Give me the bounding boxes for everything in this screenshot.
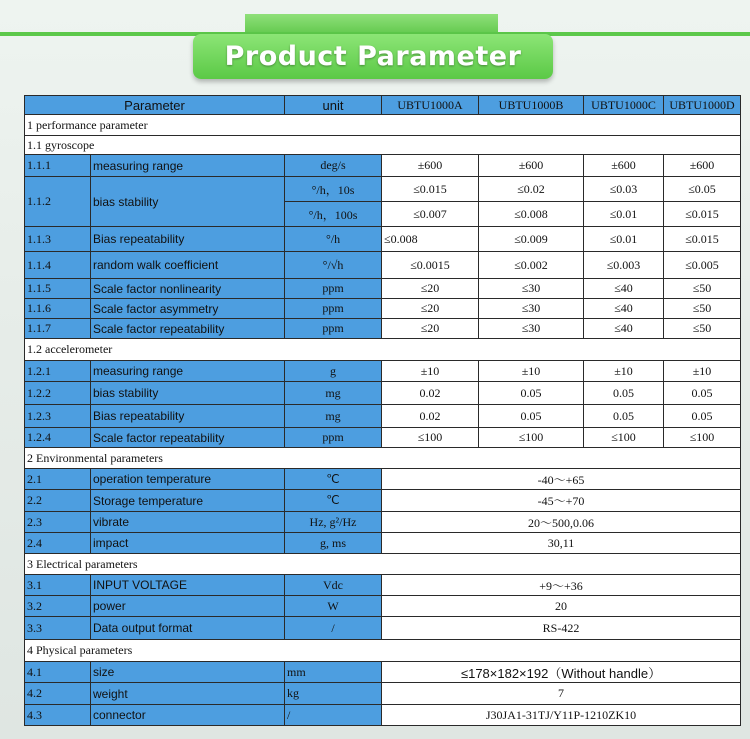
row-value: -45～+70 — [382, 490, 741, 512]
row-value: 0.05 — [479, 405, 584, 428]
row-value: ≤0.002 — [479, 252, 584, 279]
row-value: ≤50 — [664, 319, 741, 339]
row-index: 4.2 — [25, 683, 91, 705]
row-unit: mg — [285, 405, 382, 428]
row-unit: W — [285, 596, 382, 617]
header-model: UBTU1000A — [382, 96, 479, 115]
table-row — [25, 428, 741, 448]
row-index: 1.1.7 — [25, 319, 91, 339]
row-value: ≤178×182×192（Without handle） — [382, 662, 741, 683]
row-index: 1.1.3 — [25, 227, 91, 252]
table-row — [25, 299, 741, 319]
row-value: ≤100 — [382, 428, 479, 448]
table-row — [25, 279, 741, 299]
row-value: ≤20 — [382, 299, 479, 319]
page-title: Product Parameter — [224, 41, 522, 72]
row-value: ≤0.009 — [479, 227, 584, 252]
row-value: 0.05 — [584, 382, 664, 405]
row-value: ≤100 — [479, 428, 584, 448]
section-heading: 1.2 accelerometer — [25, 339, 741, 361]
row-parameter: Scale factor asymmetry — [91, 299, 285, 319]
table-row — [25, 155, 741, 177]
table-row — [25, 319, 741, 339]
row-index: 2.4 — [25, 533, 91, 554]
row-value: 7 — [382, 683, 741, 705]
table-row — [25, 252, 741, 279]
row-parameter: measuring range — [91, 155, 285, 177]
row-parameter: Scale factor repeatability — [91, 319, 285, 339]
section-row — [25, 640, 741, 662]
row-value: ≤40 — [584, 299, 664, 319]
row-unit: °/√h — [285, 252, 382, 279]
row-unit: °/h，100s — [285, 202, 382, 227]
row-parameter: Scale factor nonlinearity — [91, 279, 285, 299]
row-unit: g — [285, 361, 382, 382]
row-value: ≤0.01 — [584, 227, 664, 252]
section-row — [25, 115, 741, 136]
row-parameter: Bias repeatability — [91, 405, 285, 428]
row-unit: / — [285, 705, 382, 726]
row-value: 0.02 — [382, 405, 479, 428]
row-value: 30,11 — [382, 533, 741, 554]
row-index: 2.3 — [25, 512, 91, 533]
row-index: 3.1 — [25, 575, 91, 596]
header-parameter: Parameter — [25, 96, 285, 115]
row-index: 1.2.4 — [25, 428, 91, 448]
section-row — [25, 136, 741, 155]
parameter-table — [24, 95, 741, 726]
row-value: ≤50 — [664, 279, 741, 299]
row-parameter: INPUT VOLTAGE — [91, 575, 285, 596]
row-unit: g, ms — [285, 533, 382, 554]
row-value: 20 — [382, 596, 741, 617]
row-value: 0.05 — [584, 405, 664, 428]
row-index: 4.3 — [25, 705, 91, 726]
table-row — [25, 177, 741, 202]
header-model: UBTU1000B — [479, 96, 584, 115]
row-value: ≤0.007 — [382, 202, 479, 227]
table-row — [25, 533, 741, 554]
row-value: ±10 — [382, 361, 479, 382]
row-unit: deg/s — [285, 155, 382, 177]
row-index: 1.2.2 — [25, 382, 91, 405]
row-unit: mm — [285, 662, 382, 683]
table-row — [25, 382, 741, 405]
row-parameter: weight — [91, 683, 285, 705]
row-value: ≤50 — [664, 299, 741, 319]
row-value: ±600 — [664, 155, 741, 177]
row-index: 1.1.2 — [25, 177, 91, 227]
row-index: 4.1 — [25, 662, 91, 683]
table-row — [25, 361, 741, 382]
row-value: ≤0.008 — [479, 202, 584, 227]
row-value: ≤0.005 — [664, 252, 741, 279]
row-value: 0.05 — [664, 405, 741, 428]
row-value: ≤0.0015 — [382, 252, 479, 279]
row-value: ≤40 — [584, 279, 664, 299]
row-unit: / — [285, 617, 382, 640]
header-unit: unit — [285, 96, 382, 115]
row-value: ≤0.03 — [584, 177, 664, 202]
table-row — [25, 662, 741, 683]
row-value: ±10 — [584, 361, 664, 382]
row-parameter: Data output format — [91, 617, 285, 640]
row-unit: kg — [285, 683, 382, 705]
table-row — [25, 683, 741, 705]
header-tab-decoration — [245, 14, 498, 34]
row-value: ±600 — [584, 155, 664, 177]
row-value: ≤0.015 — [382, 177, 479, 202]
row-value: ≤20 — [382, 279, 479, 299]
table-row — [25, 575, 741, 596]
row-value: ≤20 — [382, 319, 479, 339]
row-unit: Vdc — [285, 575, 382, 596]
row-unit: ppm — [285, 299, 382, 319]
row-value: ≤0.003 — [584, 252, 664, 279]
row-parameter: Storage temperature — [91, 490, 285, 512]
row-parameter: random walk coefficient — [91, 252, 285, 279]
table-row — [25, 705, 741, 726]
row-value: ≤0.015 — [664, 227, 741, 252]
row-unit: °/h，10s — [285, 177, 382, 202]
row-parameter: size — [91, 662, 285, 683]
row-value: 20～500,0.06 — [382, 512, 741, 533]
row-value: ≤0.01 — [584, 202, 664, 227]
row-unit: ppm — [285, 428, 382, 448]
row-value: ≤100 — [584, 428, 664, 448]
section-heading: 3 Electrical parameters — [25, 554, 741, 575]
row-index: 3.2 — [25, 596, 91, 617]
header-model: UBTU1000C — [584, 96, 664, 115]
row-index: 1.1.6 — [25, 299, 91, 319]
row-parameter: Scale factor repeatability — [91, 428, 285, 448]
row-value: ≤0.008 — [382, 227, 479, 252]
row-parameter: operation temperature — [91, 469, 285, 490]
title-banner — [193, 34, 553, 79]
row-index: 2.2 — [25, 490, 91, 512]
row-value: ≤0.05 — [664, 177, 741, 202]
section-heading: 1 performance parameter — [25, 115, 741, 136]
table-row — [25, 227, 741, 252]
row-parameter: impact — [91, 533, 285, 554]
row-value: -40～+65 — [382, 469, 741, 490]
table-row — [25, 405, 741, 428]
row-parameter: Bias repeatability — [91, 227, 285, 252]
table-row — [25, 490, 741, 512]
row-value: ≤0.015 — [664, 202, 741, 227]
header-model: UBTU1000D — [664, 96, 741, 115]
section-row — [25, 339, 741, 361]
table-row — [25, 469, 741, 490]
row-value: ≤0.02 — [479, 177, 584, 202]
row-index: 1.2.1 — [25, 361, 91, 382]
row-index: 2.1 — [25, 469, 91, 490]
row-value: 0.02 — [382, 382, 479, 405]
row-value: 0.05 — [479, 382, 584, 405]
table-header-row — [25, 96, 741, 115]
row-unit: ℃ — [285, 469, 382, 490]
row-parameter: bias stability — [91, 382, 285, 405]
row-index: 1.1.1 — [25, 155, 91, 177]
row-unit: ℃ — [285, 490, 382, 512]
row-unit: ppm — [285, 319, 382, 339]
row-index: 3.3 — [25, 617, 91, 640]
row-value: J30JA1-31TJ/Y11P-1210ZK10 — [382, 705, 741, 726]
row-parameter: vibrate — [91, 512, 285, 533]
row-unit: mg — [285, 382, 382, 405]
row-value: ≤100 — [664, 428, 741, 448]
row-parameter: power — [91, 596, 285, 617]
row-index: 1.1.4 — [25, 252, 91, 279]
row-value: ≤30 — [479, 319, 584, 339]
row-value: ±10 — [479, 361, 584, 382]
row-value: RS-422 — [382, 617, 741, 640]
table-row — [25, 512, 741, 533]
row-value: 0.05 — [664, 382, 741, 405]
row-value: ≤40 — [584, 319, 664, 339]
table-row — [25, 617, 741, 640]
section-row — [25, 554, 741, 575]
row-parameter: measuring range — [91, 361, 285, 382]
section-heading: 2 Environmental parameters — [25, 448, 741, 469]
row-value: ≤30 — [479, 279, 584, 299]
row-parameter: bias stability — [91, 177, 285, 227]
row-unit: Hz, g²/Hz — [285, 512, 382, 533]
section-heading: 1.1 gyroscope — [25, 136, 741, 155]
row-value: +9～+36 — [382, 575, 741, 596]
section-row — [25, 448, 741, 469]
row-value: ±600 — [479, 155, 584, 177]
row-index: 1.2.3 — [25, 405, 91, 428]
row-unit: ppm — [285, 279, 382, 299]
row-value: ±10 — [664, 361, 741, 382]
row-parameter: connector — [91, 705, 285, 726]
table-row — [25, 596, 741, 617]
row-index: 1.1.5 — [25, 279, 91, 299]
row-value: ≤30 — [479, 299, 584, 319]
row-unit: °/h — [285, 227, 382, 252]
section-heading: 4 Physical parameters — [25, 640, 741, 662]
row-value: ±600 — [382, 155, 479, 177]
